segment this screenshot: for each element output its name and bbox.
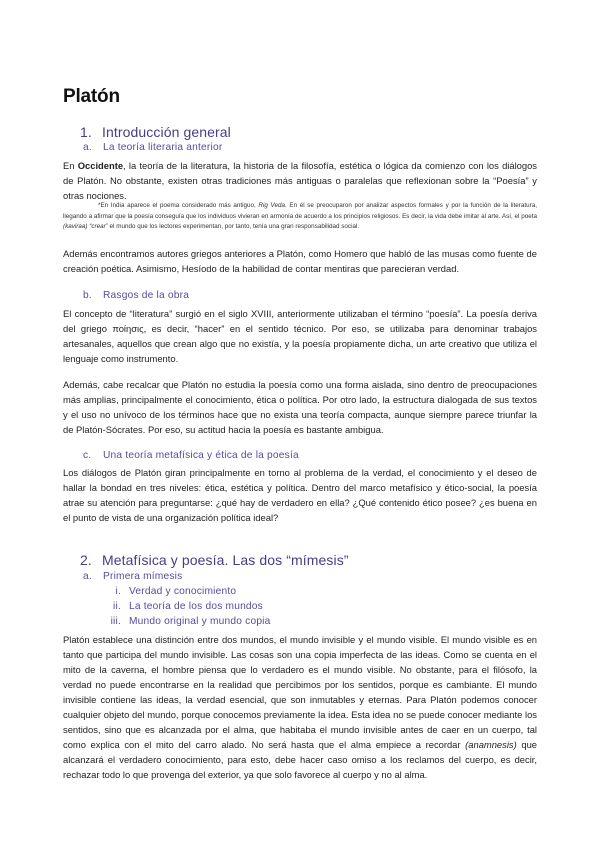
subsection-1a-heading <box>83 142 222 153</box>
occidente-bold: Occidente <box>77 160 124 171</box>
list-item-dos-mundos <box>97 601 263 612</box>
section-1-heading <box>80 124 231 140</box>
paragraph-occidente-pre: En <box>63 160 78 171</box>
subsection-1b-label: b. <box>83 290 92 301</box>
subsection-2a-label: a. <box>83 571 92 582</box>
anamnesis-italic: (anamnesis) <box>465 739 517 750</box>
section-2-number: 2. <box>80 552 92 568</box>
list-item-dos-mundos-label: ii. <box>113 601 121 612</box>
list-item-verdad-label: i. <box>115 586 121 597</box>
subsection-2a-heading <box>83 571 182 582</box>
footnote-text-2: . En él se preocuparon por analizar aspectos formales y por la función de la literatura, llegando a afirmar que la poesía conseguía que los individuos vivieran en armonía de acuerdo a los principios religiosos. Es decir, la vida debe imitar al arte. Así, el poeta <box>63 202 537 220</box>
section-1-title: Introducción general <box>102 124 231 140</box>
subsection-1c-title: Una teoría metafísica y ética de la poesía <box>103 450 299 461</box>
section-2-heading <box>80 552 349 568</box>
list-item-mundo-original-label: iii. <box>110 616 121 627</box>
paragraph-literatura: El concepto de “literatura” surgió en el siglo XVIII, anteriormente utilizaban el término “poesía”. La poesía deriva del griego ποίησις, es decir, “hacer” en el sentido técnico. Por eso, se utilizaba para denominar trabajos artesanales, aquellos que crean algo que no existía, y la poesía propiamente dicha, un arte creativo que utiliza el lenguaje como instrumento. <box>63 308 537 364</box>
list-item-dos-mundos-text: La teoría de los dos mundos <box>129 601 263 612</box>
footnote-text-3: el mundo que los lectores experimentan, por tanto, tenía una gran responsabilidad social. <box>107 223 360 230</box>
paragraph-dos-mundos <box>63 632 537 782</box>
footnote-rig-veda-italic: Rig Veda <box>258 202 285 209</box>
subsection-1b-heading <box>83 290 189 301</box>
footnote-kaviraa-italic: (kaviraa) “crear” <box>63 223 108 230</box>
subsection-1c-heading <box>83 450 299 461</box>
paragraph-dos-mundos-post: que alcanzará el verdadero conocimiento, para esto, debe hacer caso omiso a los reclamos del cuerpo, es decir, rechazar todo lo que provenga del exterior, ya que solo favorece al cuerpo y no al alma. <box>63 739 537 780</box>
footnote-mark: * <box>98 202 101 209</box>
subsection-1c-label: c. <box>83 450 92 461</box>
list-item-verdad <box>97 586 236 597</box>
footnote-text-1: En India aparece el poema considerado más antiguo, <box>100 202 259 209</box>
list-item-verdad-text: Verdad y conocimiento <box>129 586 237 597</box>
page-title: Platón <box>63 86 120 107</box>
paragraph-occidente-post: , la teoría de la literatura, la historia de la filosofía, estética o lógica da comienzo con los diálogos de Platón. No obstante, existen otras tradiciones más antiguas o paralelas que reflexionan sobre la “Poesía” y otras nociones. <box>63 160 537 201</box>
paragraph-occidente <box>63 158 537 203</box>
section-1-number: 1. <box>80 124 92 140</box>
paragraph-dos-mundos-pre: Platón establece una distinción entre dos mundos, el mundo invisible y el mundo visible. El mundo visible es en tanto que participa del mundo invisible. Las cosas son una copia imperfecta de las ideas. Como se cuenta en el mito de la caverna, el hombre piensa que lo verdadero es el mundo visible. No obstante, para el filósofo, la verdad no puede encontrarse en la realidad que percibimos por los sentidos, porque es cambiante. El mundo invisible contiene las ideas, la verdad esencial, que son inmutables y eternas. Para Platón podemos conocer cualquier objeto del mundo, porque conocemos previamente la idea. Esta idea no se puede conocer mediante los sentidos, sino que es alcanzada por el alma, que habitaba el mundo invisible antes de caer en un cuerpo, tal como explica con el mito del carro alado. No será hasta que el alma empiece a recordar <box>63 634 537 750</box>
paragraph-dialogos: Los diálogos de Platón giran principalmente en torno al problema de la verdad, el conocimiento y el deseo de hallar la bondad en tres niveles: ética, estética y política. Dentro del marco metafísico y ético-social, la poesía atrae su atención para preguntarse: ¿qué hay de verdadero en ella? ¿Qué contenido ético posee? ¿es buena en el punto de vista de una organización política ideal? <box>63 467 537 523</box>
list-item-mundo-original <box>97 616 271 627</box>
paragraph-griegos: Además encontramos autores griegos anteriores a Platón, como Homero que habló de las musas como fuente de creación poética. Asimismo, Hesíodo de la habilidad de contar mentiras que parecieran verdad. <box>63 248 537 274</box>
subsection-1a-title: La teoría literaria anterior <box>103 142 223 153</box>
section-2-title: Metafísica y poesía. Las dos “mímesis” <box>102 552 349 568</box>
subsection-1a-label: a. <box>83 142 92 153</box>
footnote-rig-veda <box>63 201 537 233</box>
paragraph-ambigua: Además, cabe recalcar que Platón no estudia la poesía como una forma aislada, sino dentro de preocupaciones más amplias, principalmente el conocimiento, ética o política. Por otro lado, la estructura dialogada de sus textos y el uso no unívoco de los términos hace que no exista una teoría compacta, aunque siempre parece triunfar la de Platón-Sócrates. Por eso, su actitud hacia la poesía es bastante ambigua. <box>63 379 537 435</box>
list-item-mundo-original-text: Mundo original y mundo copia <box>129 616 271 627</box>
subsection-1b-title: Rasgos de la obra <box>103 290 190 301</box>
subsection-2a-title: Primera mímesis <box>103 571 183 582</box>
